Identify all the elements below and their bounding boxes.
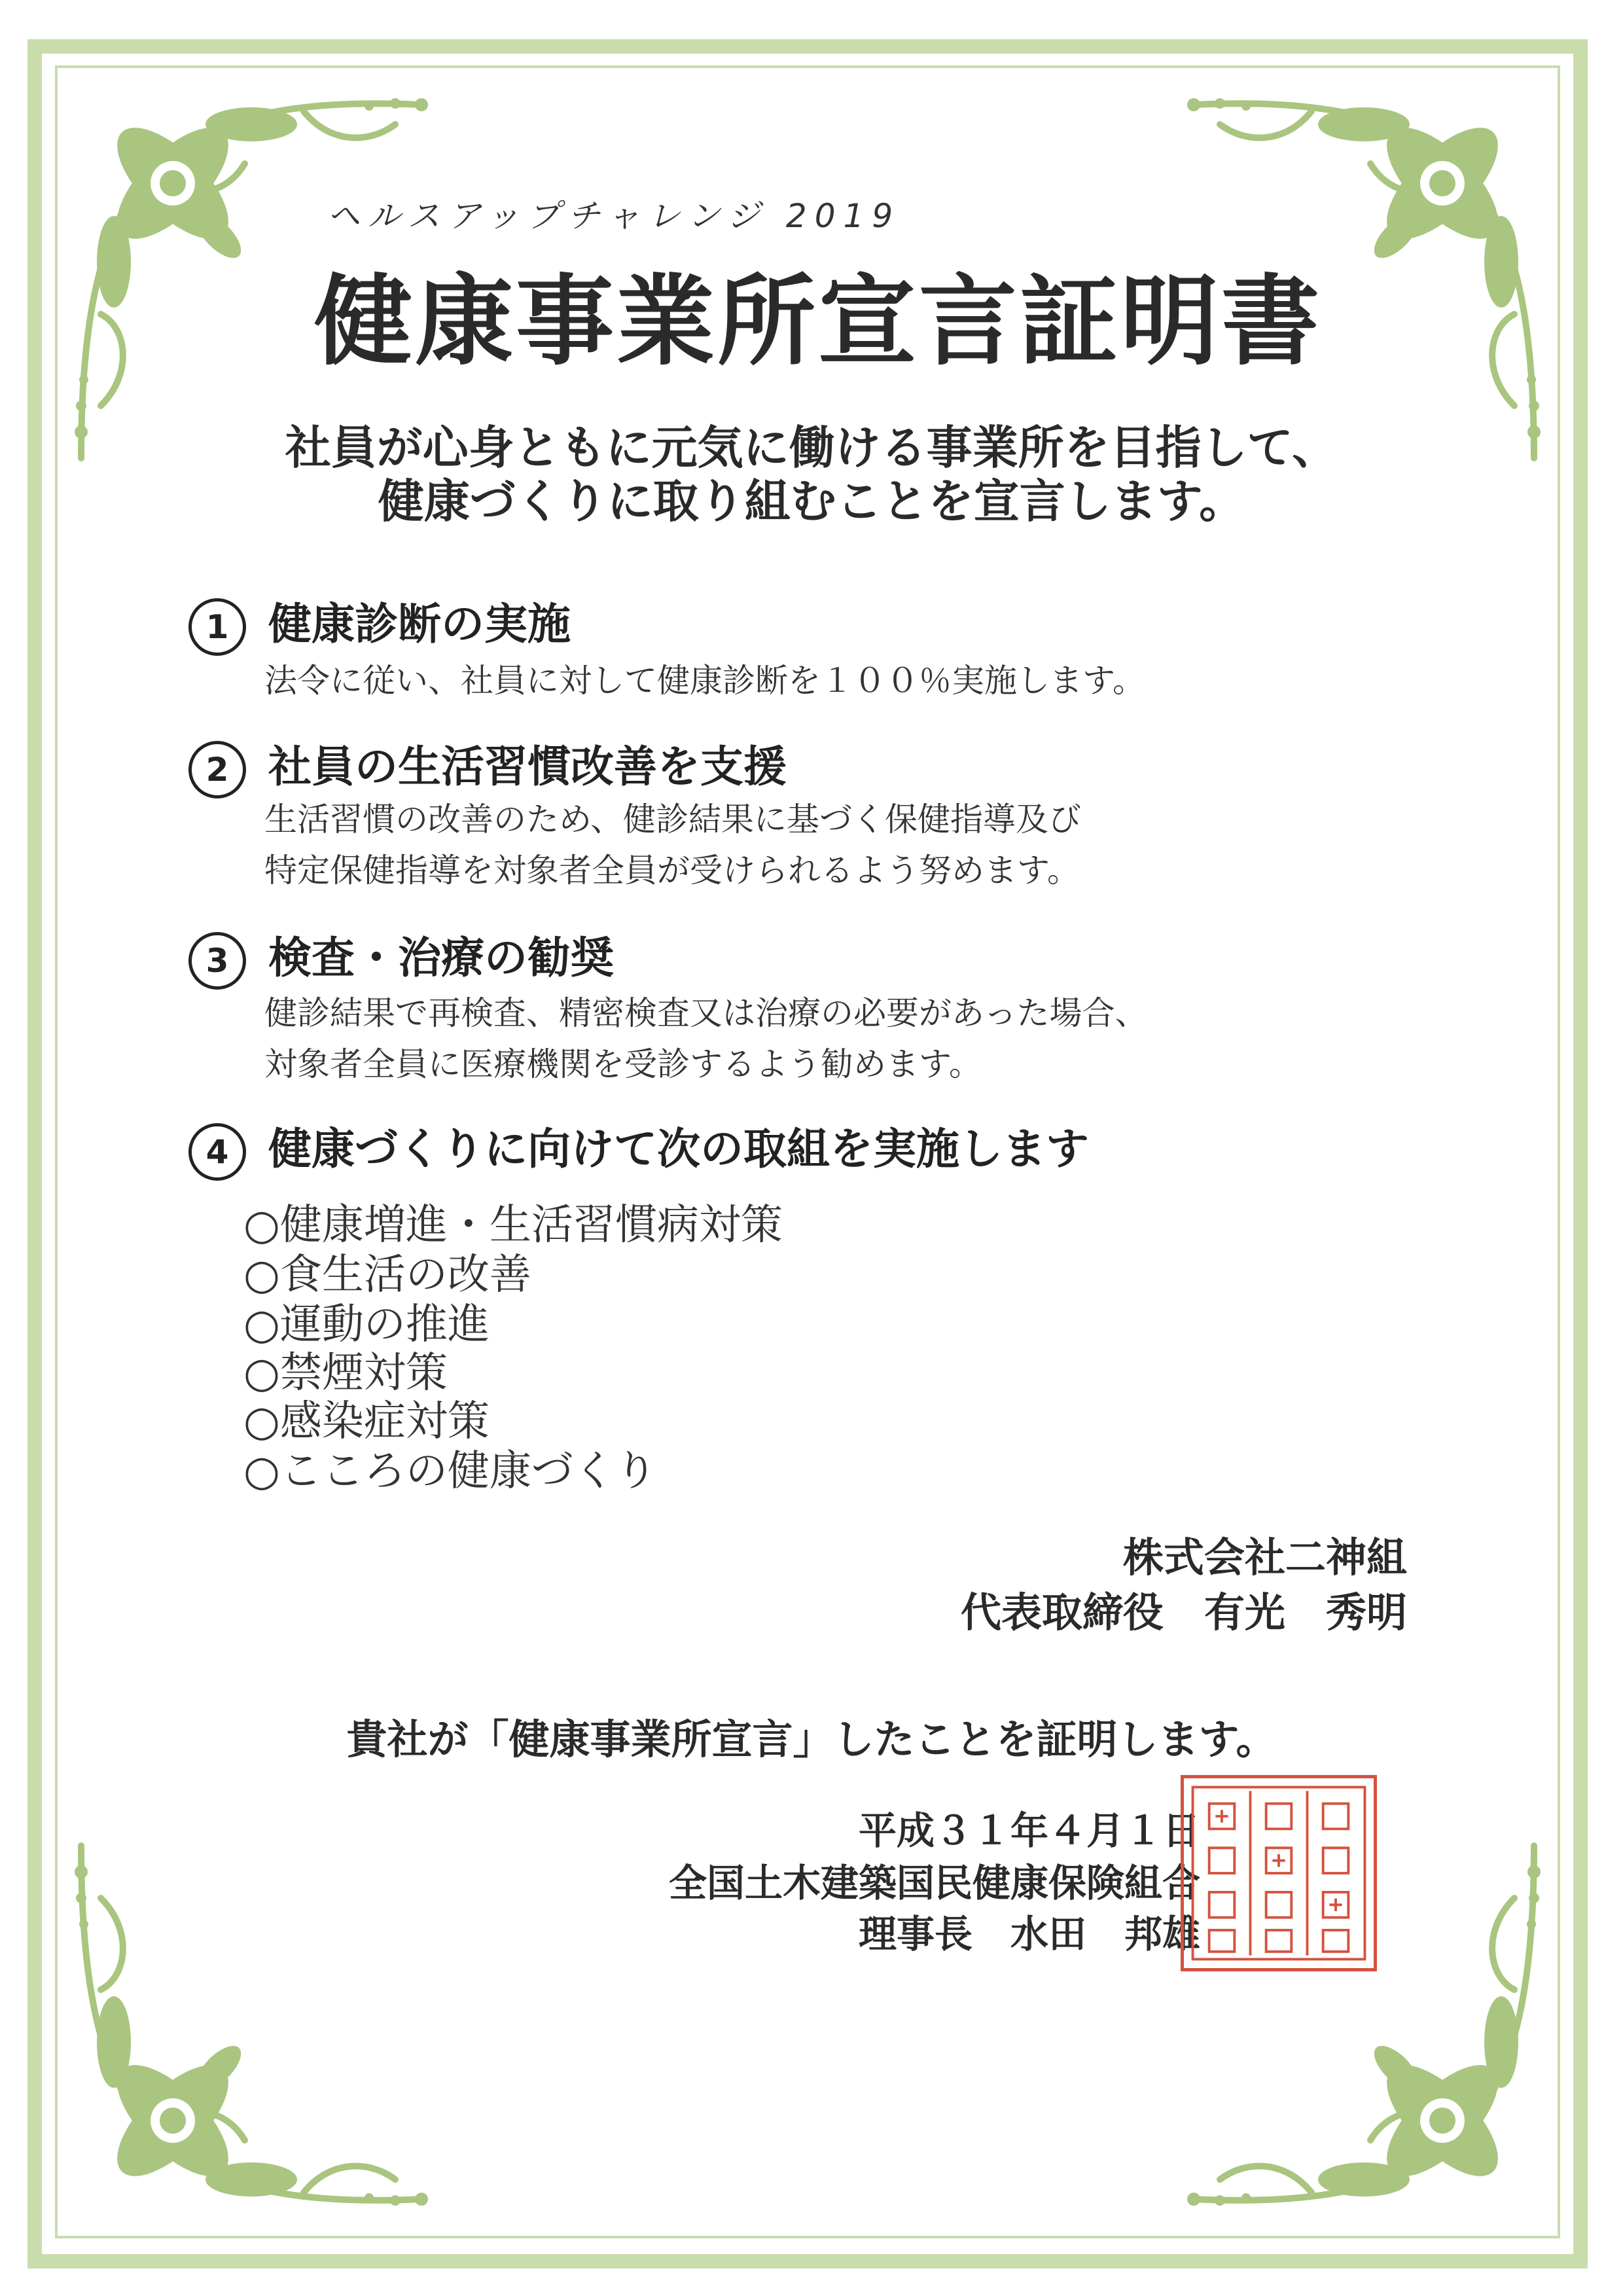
item-3-line-2: 対象者全員に医療機関を受診するよう勧めます。 bbox=[264, 1045, 982, 1083]
item-heading: 社員の生活習慣改善を支援 bbox=[268, 742, 787, 792]
initiative-item: ○食生活の改善 bbox=[243, 1251, 531, 1299]
item-2-line-1: 生活習慣の改善のため、健診結果に基づく保健指導及び bbox=[264, 800, 1081, 838]
company-representative: 代表取締役 有光 秀明 bbox=[960, 1588, 1407, 1636]
item-3-heading-row bbox=[188, 923, 614, 990]
official-seal-stamp bbox=[1181, 1775, 1377, 1971]
item-number-badge: 3 bbox=[188, 932, 246, 990]
item-number-badge: 1 bbox=[188, 598, 246, 656]
issuer-name: 全国土木建築国民健康保険組合 bbox=[668, 1861, 1200, 1905]
item-2-heading-row bbox=[188, 732, 787, 798]
initiative-item: ○禁煙対策 bbox=[243, 1349, 448, 1397]
item-2-line-2: 特定保健指導を対象者全員が受けられるよう努めます。 bbox=[264, 852, 1080, 889]
certification-statement: 貴社が「健康事業所宣言」したことを証明します。 bbox=[346, 1715, 1277, 1763]
item-3-line-1: 健診結果で再検査、精密検査又は治療の必要があった場合、 bbox=[264, 994, 1148, 1032]
lead-line-1: 社員が心身ともに元気に働ける事業所を目指して、 bbox=[285, 421, 1338, 475]
issuer-chair: 理事長 水田 邦雄 bbox=[858, 1912, 1200, 1956]
item-heading: 健康診断の実施 bbox=[268, 599, 571, 649]
item-heading: 検査・治療の勧奨 bbox=[268, 933, 614, 983]
lead-line-2: 健康づくりに取り組むことを宣言します。 bbox=[378, 475, 1245, 528]
initiative-item: ○感染症対策 bbox=[243, 1397, 490, 1446]
floral-ornament-bottom-left bbox=[55, 1820, 474, 2238]
item-4-heading-row bbox=[188, 1114, 1089, 1181]
item-number-badge: 4 bbox=[188, 1123, 246, 1181]
item-1-line-1: 法令に従い、社員に対して健康診断を１００％実施します。 bbox=[264, 662, 1145, 700]
company-name: 株式会社二神組 bbox=[1122, 1534, 1407, 1581]
certification-date: 平成３１年４月１日 bbox=[858, 1808, 1200, 1853]
initiative-item: ○こころの健康づくり bbox=[243, 1447, 657, 1496]
certificate-subtitle: ヘルスアップチャレンジ 2019 bbox=[327, 197, 901, 235]
item-number-badge: 2 bbox=[188, 741, 246, 798]
item-1-heading-row bbox=[188, 589, 571, 656]
initiative-item: ○運動の推進 bbox=[243, 1300, 490, 1349]
initiative-item: ○健康増進・生活習慣病対策 bbox=[243, 1201, 783, 1249]
item-heading: 健康づくりに向けて次の取組を実施します bbox=[268, 1124, 1089, 1174]
certificate-title: 健康事業所宣言証明書 bbox=[314, 265, 1323, 379]
